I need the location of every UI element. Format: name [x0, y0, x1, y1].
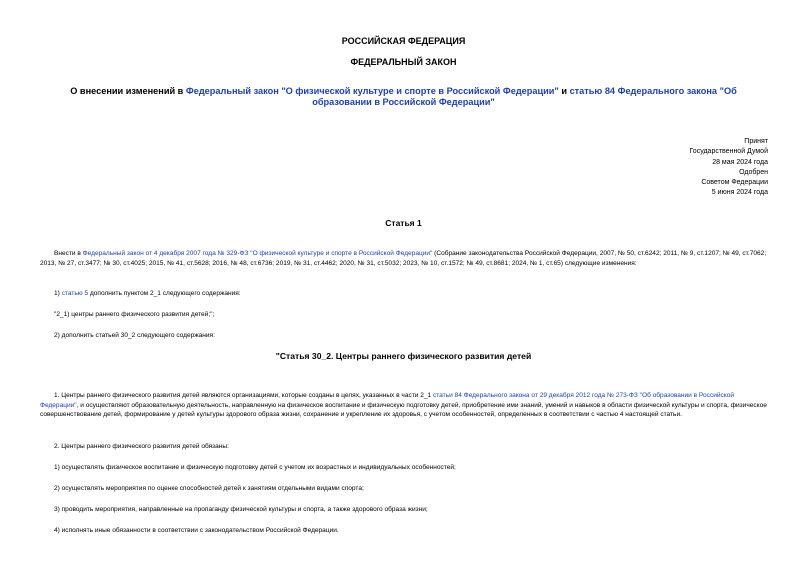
- article-1-item-2: 2) дополнить статьей 30_2 следующего содержания:: [54, 332, 215, 339]
- article-30-2-heading: "Статья 30_2. Центры раннего физического развития детей: [275, 351, 532, 361]
- item1-prefix: 1): [54, 290, 62, 297]
- law-type-heading: ФЕДЕРАЛЬНЫЙ ЗАКОН: [350, 57, 457, 67]
- adoption-line: 28 мая 2024 года: [712, 158, 768, 166]
- title-link-education-law[interactable]: статью 84 Федерального закона "Об образовании в Российской Федерации": [312, 86, 737, 107]
- part1-link-education-law[interactable]: статьи 84 Федерального закона от 29 декабря 2012 года № 273-ФЗ "Об образовании в Российской Федерации": [40, 392, 735, 409]
- adoption-block: [689, 137, 768, 199]
- article-30-2-part-1: [40, 391, 770, 420]
- duty-item-1: 1) осуществлять физическое воспитание и физическую подготовку детей с учетом их возрастных и индивидуальных особенностей;: [54, 464, 456, 471]
- intro-suffix: (Собрание законодательства Российской Федерации, 2007, № 50, ст.6242; 2011, № 9, ст.1207; № 49, ст.7062; 2013, № 27, ст.3477; № 30, ст.4025; 2015, № 41, ст.5628; 2016, № 48, ст.6736; 2019, № 31, ст.4462; 2020, № 31, ст.5032; 2023, № 10, ст.1572; № 49, ст.8681; 2024, № 1, ст.65) следующие изменения:: [40, 250, 767, 267]
- article-1-item-1-quote: "2_1) центры раннего физического развития детей;";: [54, 311, 215, 318]
- article-1-intro: [40, 249, 770, 268]
- item1-link-article-5[interactable]: статью 5: [61, 290, 89, 297]
- country-heading: РОССИЙСКАЯ ФЕДЕРАЦИЯ: [341, 36, 466, 46]
- title-link-sport-law[interactable]: Федеральный закон "О физической культуре и спорте в Российской Федерации": [185, 86, 559, 96]
- law-title: [40, 86, 767, 108]
- adoption-line: Принят: [744, 138, 768, 145]
- article-1-item-1: [40, 289, 770, 299]
- adoption-line: Одобрен: [739, 168, 768, 176]
- item1-suffix: дополнить пунктом 2_1 следующего содержания:: [88, 290, 241, 297]
- title-prefix: О внесении изменений в: [70, 86, 186, 96]
- adoption-line: Советом Федерации: [701, 179, 768, 187]
- part1-suffix: , и осуществляют образовательную деятельность, направленную на физическое воспитание и физическую подготовку детей, приобретение ими знаний, умений и навыков в области физической культуры и спорта, физическое совершенствование детей, формирование у детей культуры здорового образа жизни, сохранение и укрепление их здоровья, с учетом особенностей, определенных в соответствии с частью 4 настоящей статьи.: [40, 401, 767, 419]
- intro-link-law-329[interactable]: Федеральный закон от 4 декабря 2007 года № 329-ФЗ "О физической культуре и спорте в Российской Федерации": [82, 250, 433, 257]
- article-30-2-part-2: 2. Центры раннего физического развития детей обязаны:: [54, 443, 229, 450]
- adoption-line: Государственной Думой: [689, 148, 768, 156]
- duty-item-3: 3) проводить мероприятия, направленные на пропаганду физической культуры и спорта, а также здорового образа жизни;: [54, 506, 428, 513]
- article-1-heading: Статья 1: [385, 218, 422, 228]
- title-middle: и: [558, 86, 570, 96]
- intro-prefix: Внести в: [54, 250, 83, 257]
- duty-item-2: 2) осуществлять мероприятия по оценке способностей детей к занятиям отдельными видами спорта;: [54, 485, 364, 492]
- adoption-line: 5 июня 2024 года: [711, 189, 768, 197]
- duty-item-4: 4) исполнять иные обязанности в соответствии с законодательством Российской Федерации.: [54, 527, 339, 534]
- part1-prefix: 1. Центры раннего физического развития детей являются организациями, которые созданы в целях, указанных в части 2_1: [54, 392, 433, 399]
